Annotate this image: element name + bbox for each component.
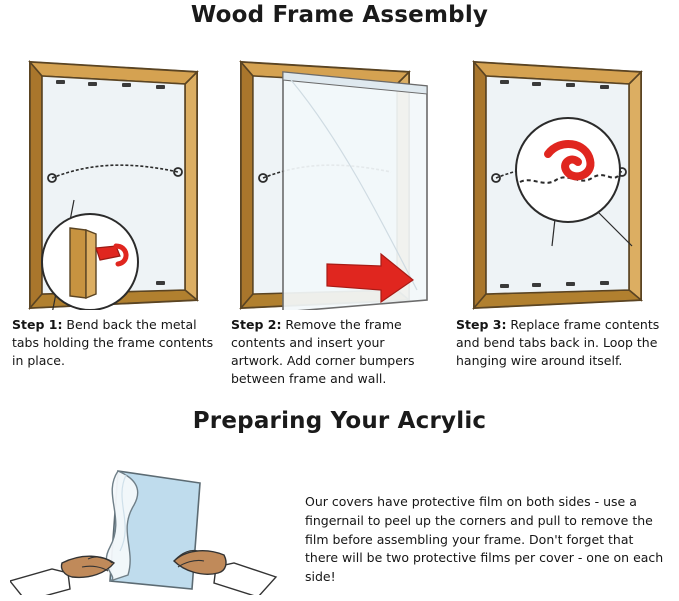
acrylic-instructions-text: Our covers have protective film on both sides - use a fingernail to peel up the corners and pull to remove the film before assembling your frame. Don't forget that there will be two protective films per cover - one on each side! <box>305 494 664 584</box>
step-3 <box>456 50 660 369</box>
step-2-text: Remove the frame contents and insert your artwork. Add corner bumpers between frame and wall. <box>231 317 415 387</box>
step-2 <box>231 50 431 387</box>
step-1 <box>12 50 214 369</box>
step-1-label: Step 1: <box>12 317 63 332</box>
step-2-label: Step 2: <box>231 317 282 332</box>
step-1-text: Bend back the metal tabs holding the frame contents in place. <box>12 317 214 369</box>
frame-step2-illustration <box>231 50 431 310</box>
acrylic-block <box>0 455 679 595</box>
frame-step3-illustration <box>456 50 656 310</box>
step-1-caption <box>12 316 217 370</box>
acrylic-peel-illustration <box>10 455 290 595</box>
step-3-text: Replace frame contents and bend tabs back in. Loop the hanging wire around itself. <box>456 317 660 369</box>
wood-frame-section-title: Wood Frame Assembly <box>190 2 489 28</box>
step-2-caption <box>231 316 436 389</box>
frame-step1-illustration <box>12 50 212 310</box>
step-3-caption <box>456 316 661 370</box>
step-3-label: Step 3: <box>456 317 507 332</box>
steps-row <box>0 50 679 387</box>
acrylic-section-title: Preparing Your Acrylic <box>192 408 487 434</box>
